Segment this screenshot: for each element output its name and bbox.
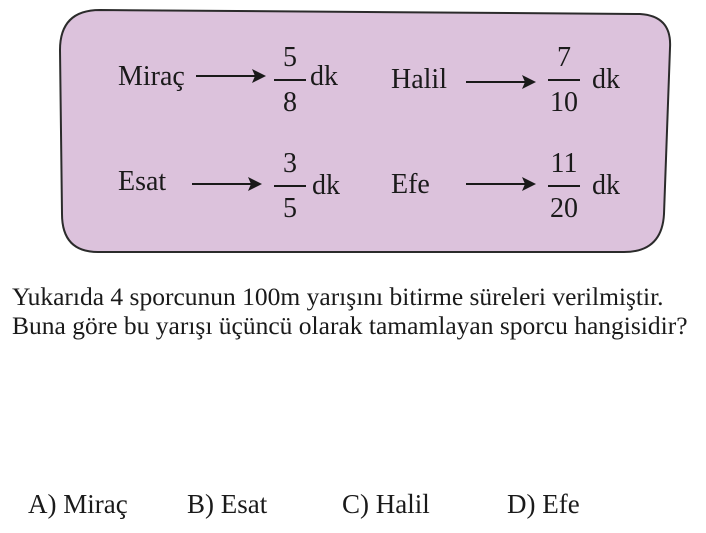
denominator: 20 <box>550 193 578 224</box>
question-line-1: Yukarıda 4 sporcunun 100m yarışını bitirme süreleri verilmiştir. <box>12 282 664 311</box>
answer-options <box>0 488 706 520</box>
fraction <box>539 44 589 117</box>
fraction <box>265 44 315 117</box>
unit-label: dk <box>592 64 620 95</box>
fraction-bar <box>274 185 306 187</box>
unit-label: dk <box>310 61 338 92</box>
arrow-right-icon <box>192 174 262 194</box>
athlete-name: Efe <box>391 169 430 200</box>
unit-label: dk <box>312 170 340 201</box>
fraction <box>539 150 589 223</box>
question-line-2: Buna göre bu yarışı üçüncü olarak tamamlayan sporcu hangisidir? <box>12 311 688 340</box>
option-a[interactable]: A) Miraç <box>28 489 128 519</box>
numerator: 7 <box>557 42 571 73</box>
numerator: 5 <box>283 42 297 73</box>
fraction-bar <box>548 185 580 187</box>
denominator: 5 <box>283 193 297 224</box>
athlete-name: Miraç <box>118 61 185 92</box>
arrow-right-icon <box>466 174 536 194</box>
option-d[interactable]: D) Efe <box>507 489 580 519</box>
option-c[interactable]: C) Halil <box>342 489 430 519</box>
option-b[interactable]: B) Esat <box>187 489 268 519</box>
arrow-right-icon <box>466 72 536 92</box>
question-text <box>12 282 702 340</box>
fraction-bar <box>274 79 306 81</box>
numerator: 11 <box>550 148 578 179</box>
athlete-name: Halil <box>391 64 447 95</box>
fraction-bar <box>548 79 580 81</box>
unit-label: dk <box>592 170 620 201</box>
fraction <box>265 150 315 223</box>
arrow-right-icon <box>196 66 266 86</box>
denominator: 8 <box>283 87 297 118</box>
athlete-name: Esat <box>118 166 167 197</box>
denominator: 10 <box>550 87 578 118</box>
numerator: 3 <box>283 148 297 179</box>
